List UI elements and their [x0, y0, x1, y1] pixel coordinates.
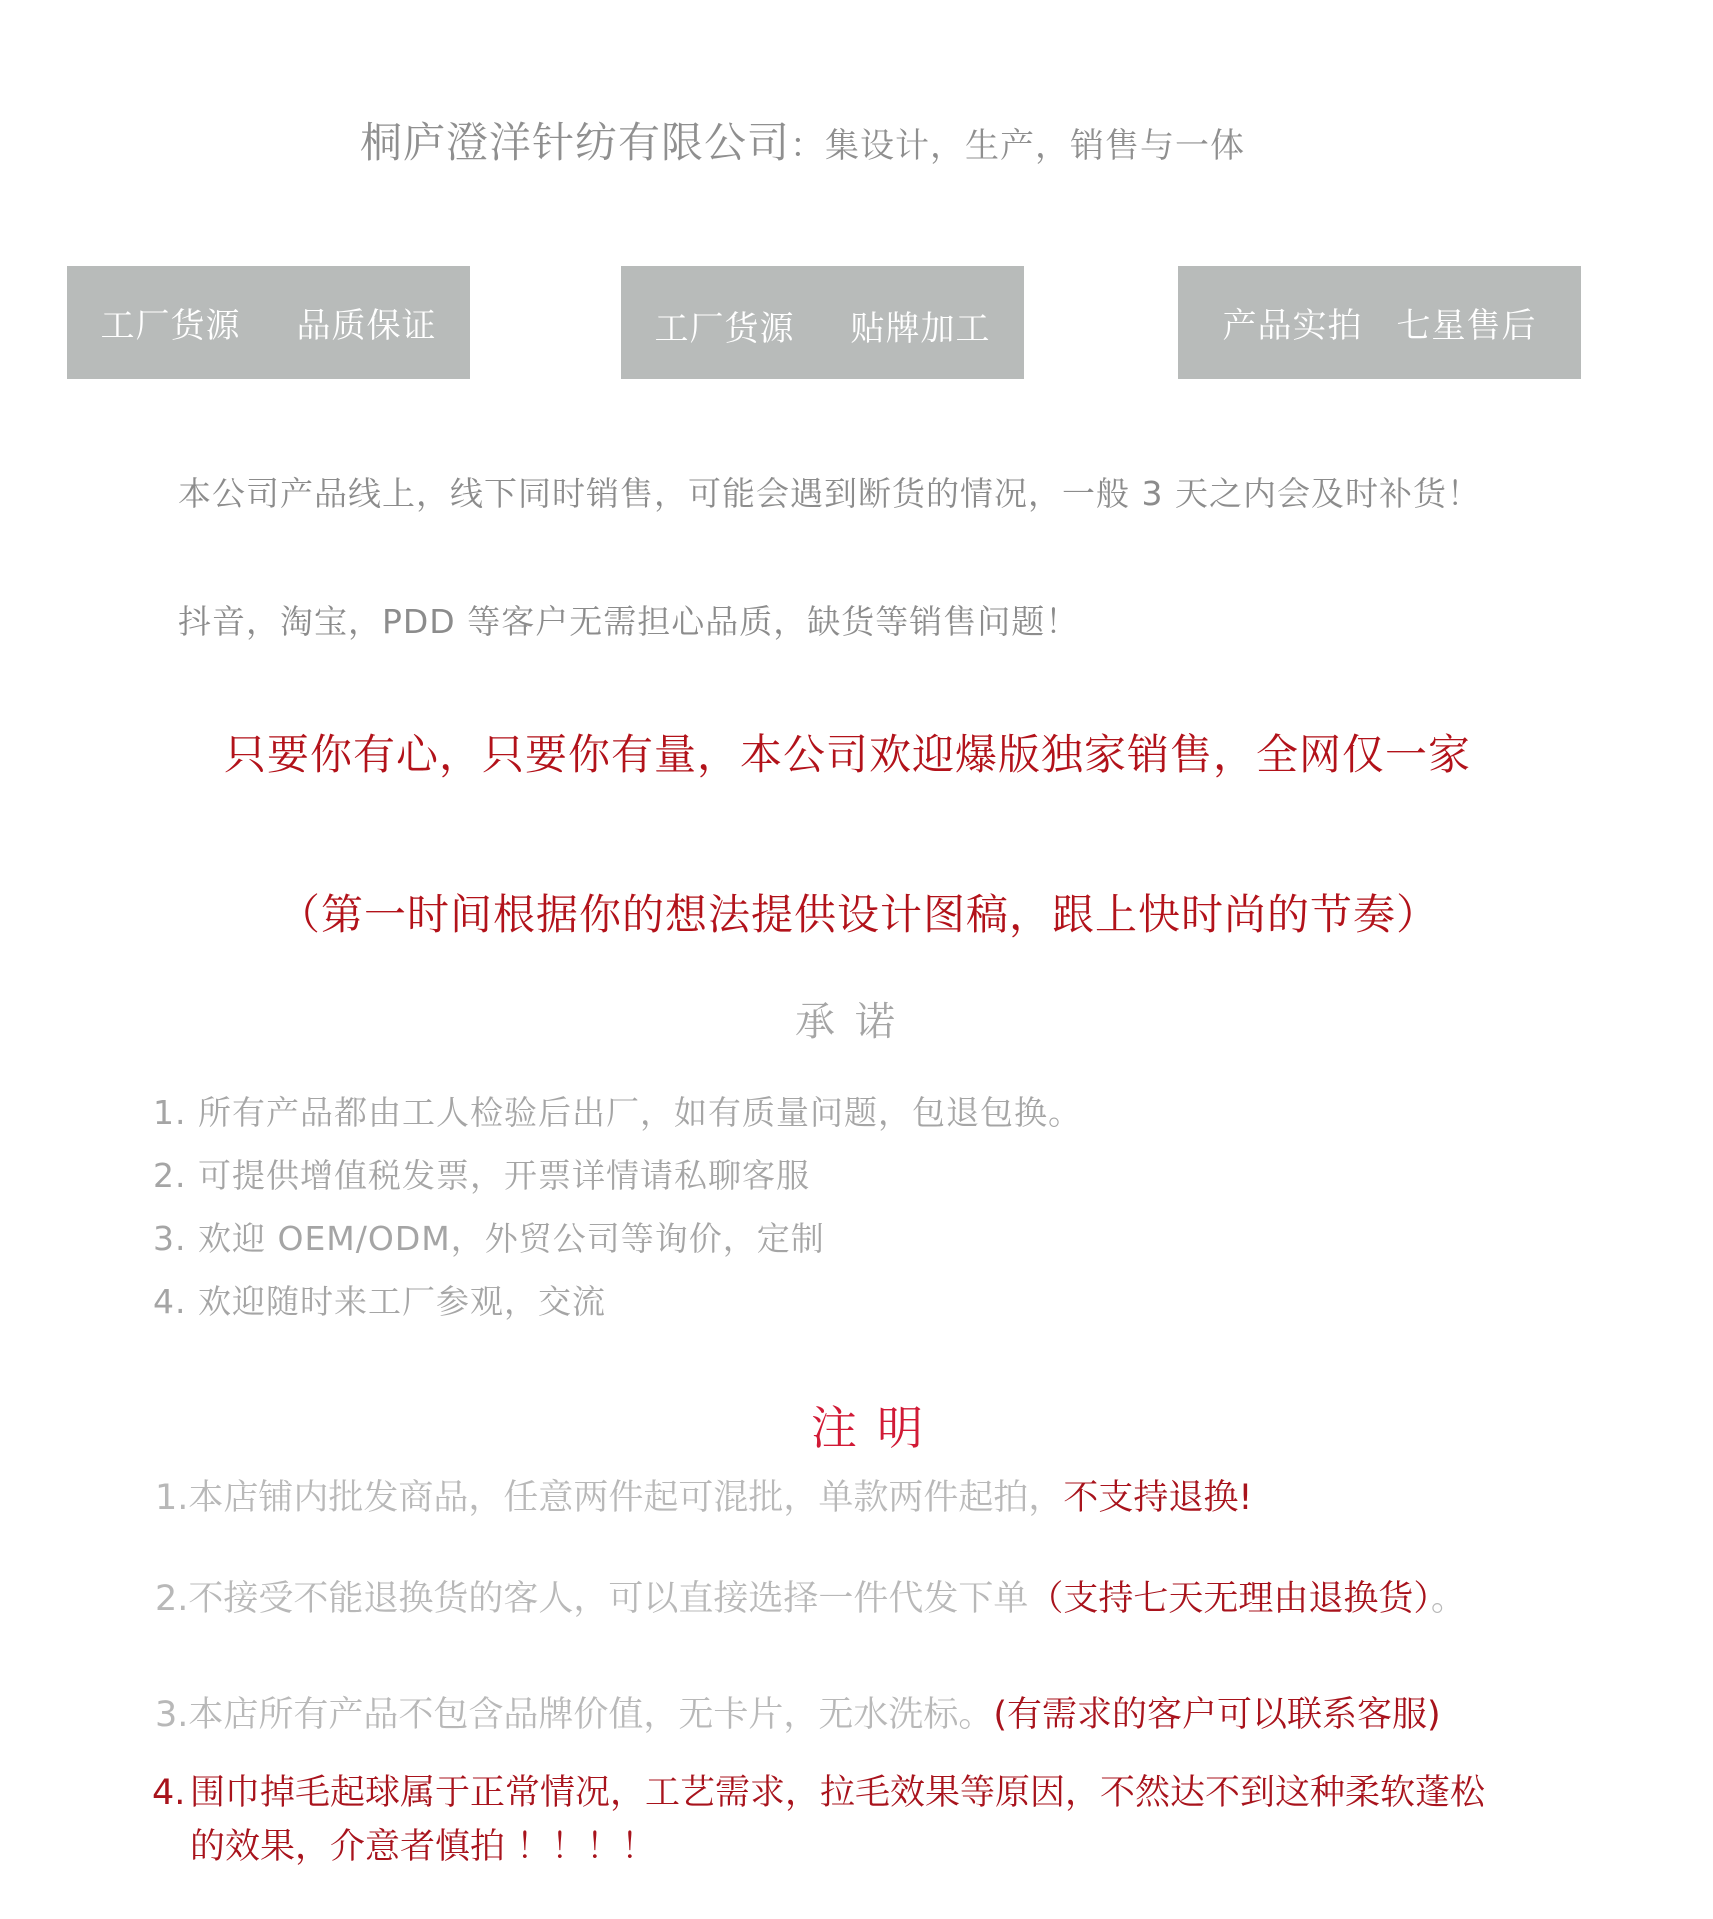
notice-item-2-end: 。: [1430, 1579, 1466, 1619]
notice-item-2-highlight: （支持七天无理由退换货）: [1028, 1579, 1431, 1619]
feature-button-oem[interactable]: [621, 266, 1024, 379]
company-header: [360, 110, 1245, 170]
promise-item: 1. 所有产品都由工人检验后出厂，如有质量问题，包退包换。: [153, 1093, 1082, 1132]
promise-title: 承诺: [795, 999, 915, 1045]
notice-item-3-highlight: (有需求的客户可以联系客服): [993, 1695, 1441, 1735]
feature-label-left: 工厂货源: [100, 306, 241, 346]
promise-item: 3. 欢迎 OEM/ODM，外贸公司等询价，定制: [153, 1219, 825, 1258]
feature-button-aftersale[interactable]: [1178, 266, 1581, 379]
feature-button-quality[interactable]: [67, 266, 470, 379]
notice-item-1: [155, 1470, 1252, 1520]
feature-label-right: 贴牌加工: [850, 309, 991, 349]
notice-item-3: [155, 1687, 1441, 1737]
notice-item-4-number: 4.: [152, 1773, 186, 1813]
feature-label-right: 品质保证: [296, 306, 437, 346]
feature-label-right: 七星售后: [1396, 306, 1537, 346]
feature-label-left: 产品实拍: [1222, 306, 1363, 346]
intro-line-restock: 本公司产品线上，线下同时销售，可能会遇到断货的情况，一般 3 天之内会及时补货！: [178, 474, 1481, 513]
promise-item: 2. 可提供增值税发票，开票详情请私聊客服: [153, 1156, 810, 1195]
notice-item-1-highlight: 不支持退换!: [1063, 1478, 1253, 1518]
slogan-main: 只要你有心，只要你有量，本公司欢迎爆版独家销售，全网仅一家: [224, 730, 1472, 779]
feature-label-left: 工厂货源: [654, 309, 795, 349]
notice-item-1-text: 1.本店铺内批发商品，任意两件起可混批，单款两件起拍，: [155, 1478, 1064, 1518]
intro-line-platforms: 抖音，淘宝，PDD 等客户无需担心品质，缺货等销售问题！: [178, 602, 1080, 641]
company-name: 桐庐澄洋针纺有限公司: [360, 118, 791, 167]
promise-item: 4. 欢迎随时来工厂参观，交流: [153, 1282, 606, 1321]
notice-item-3-text: 3.本店所有产品不包含品牌价值，无卡片，无水洗标。: [155, 1695, 994, 1735]
slogan-sub: （第一时间根据你的想法提供设计图稿，跟上快时尚的节奏）: [278, 890, 1440, 939]
promise-list: [153, 1093, 1082, 1345]
notice-item-4-line2: 的效果，介意者慎拍 ！！！！: [190, 1827, 657, 1867]
notice-item-2-text: 2.不接受不能退换货的客人，可以直接选择一件代发下单: [155, 1579, 1029, 1619]
notice-item-2: [155, 1571, 1466, 1621]
notice-title: 注明: [811, 1401, 943, 1455]
company-tagline: ：集设计，生产，销售与一体: [790, 126, 1246, 166]
notice-item-4: [152, 1766, 1485, 1874]
notice-item-4-line1: 围巾掉毛起球属于正常情况，工艺需求，拉毛效果等原因，不然达不到这种柔软蓬松: [190, 1773, 1486, 1813]
